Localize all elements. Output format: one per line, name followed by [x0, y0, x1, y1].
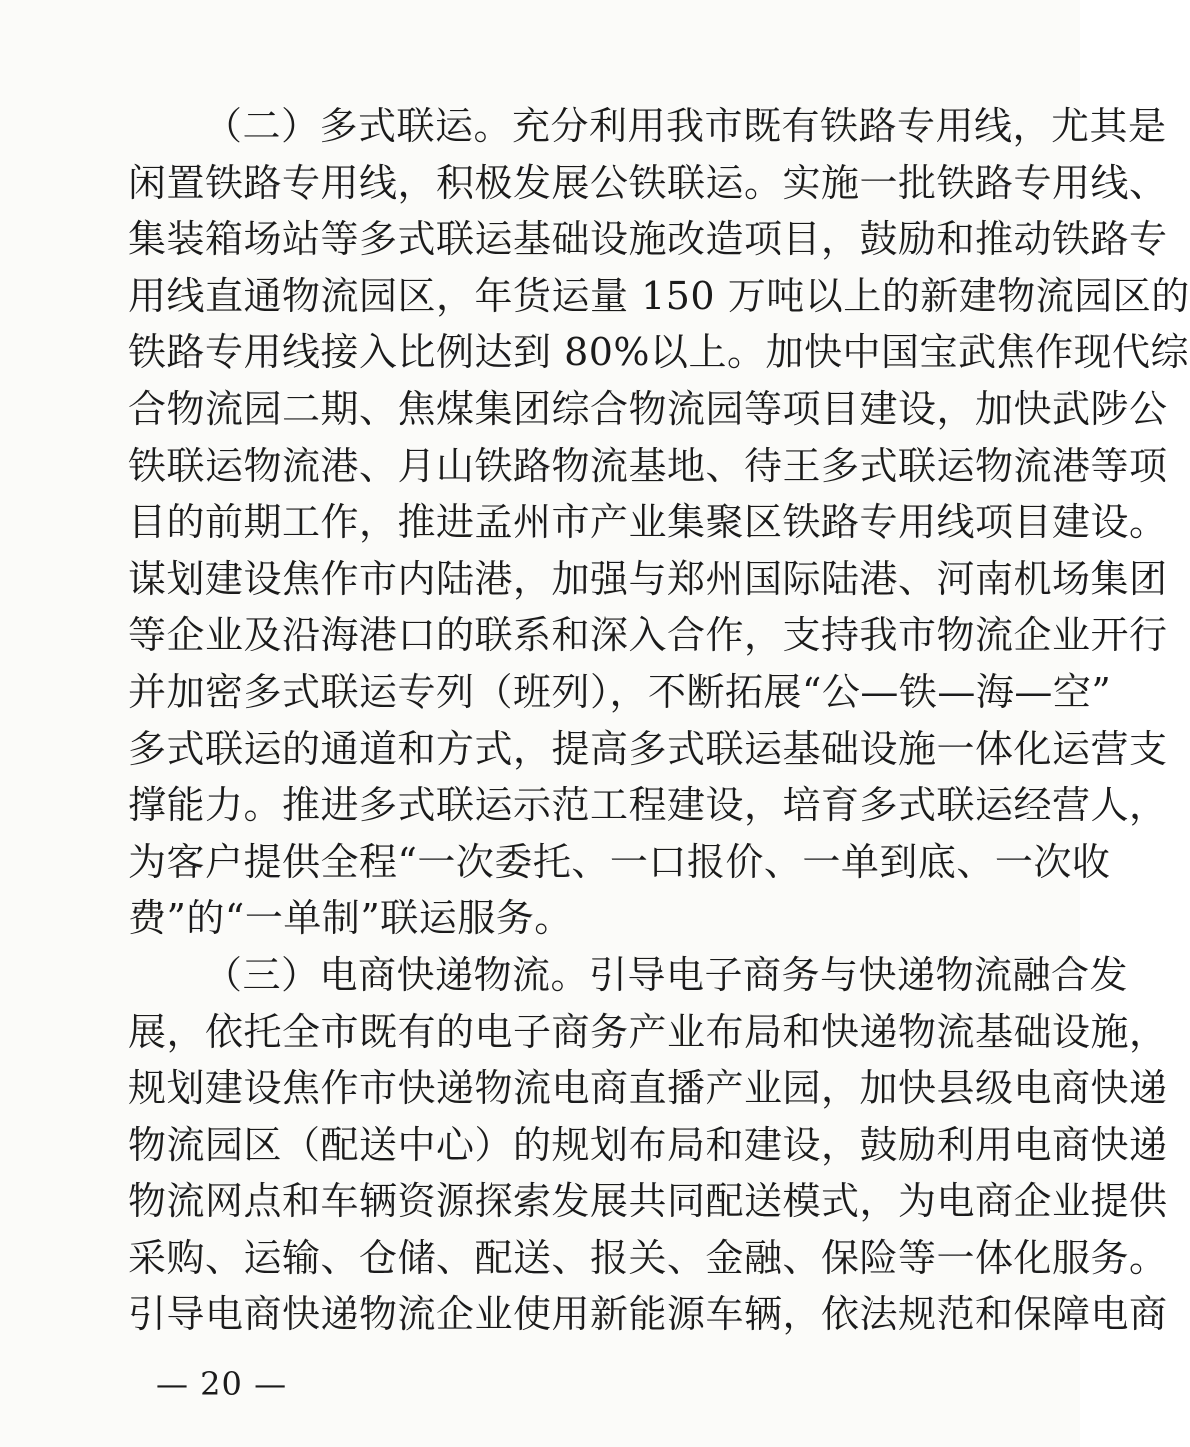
paragraph-line: 物流网点和车辆资源探索发展共同配送模式，为电商企业提供	[128, 1179, 1168, 1224]
paragraph-line: 物流园区（配送中心）的规划布局和建设，鼓励利用电商快递	[128, 1122, 1168, 1167]
paragraph-line: 合物流园二期、焦煤集团综合物流园等项目建设，加快武陟公	[128, 386, 1168, 431]
paragraph-line: 并加密多式联运专列（班列），不断拓展“公—铁—海—空”	[128, 669, 1112, 714]
paragraph-line: （三）电商快递物流。引导电子商务与快递物流融合发	[204, 952, 1129, 997]
paragraph-line: 集装箱场站等多式联运基础设施改造项目，鼓励和推动铁路专	[128, 217, 1168, 262]
paragraph-line: 等企业及沿海港口的联系和深入合作，支持我市物流企业开行	[128, 613, 1168, 658]
paragraph-line: 费”的“一单制”联运服务。	[128, 896, 573, 941]
paragraph-line: （二）多式联运。充分利用我市既有铁路专用线，尤其是	[204, 104, 1167, 148]
paragraph-line: 铁路专用线接入比例达到 80%以上。加快中国宝武焦作现代综	[128, 330, 1190, 375]
paragraph-line: 规划建设焦作市快递物流电商直播产业园，加快县级电商快递	[128, 1066, 1168, 1111]
paragraph-line: 展，依托全市既有的电子商务产业布局和快递物流基础设施，	[128, 1009, 1168, 1054]
paragraph-line: 谋划建设焦作市内陆港，加强与郑州国际陆港、河南机场集团	[128, 556, 1168, 601]
page-number: — 20 —	[156, 1365, 288, 1403]
paragraph-line: 闲置铁路专用线，积极发展公铁联运。实施一批铁路专用线、	[128, 160, 1168, 205]
paragraph-line: 为客户提供全程“一次委托、一口报价、一单到底、一次收	[128, 839, 1111, 884]
paragraph-line: 撑能力。推进多式联运示范工程建设，培育多式联运经营人，	[128, 783, 1168, 828]
paragraph-line: 铁联运物流港、月山铁路物流基地、待王多式联运物流港等项	[128, 443, 1168, 488]
paragraph-line: 目的前期工作，推进孟州市产业集聚区铁路专用线项目建设。	[128, 500, 1168, 545]
paragraph-line: 用线直通物流园区，年货运量 150 万吨以上的新建物流园区的	[128, 273, 1190, 318]
paragraph-line: 多式联运的通道和方式，提高多式联运基础设施一体化运营支	[128, 726, 1168, 771]
paragraph-line: 引导电商快递物流企业使用新能源车辆，依法规范和保障电商	[128, 1292, 1168, 1337]
paragraph-line: 采购、运输、仓储、配送、报关、金融、保险等一体化服务。	[128, 1235, 1168, 1280]
document-body	[128, 98, 1190, 1343]
